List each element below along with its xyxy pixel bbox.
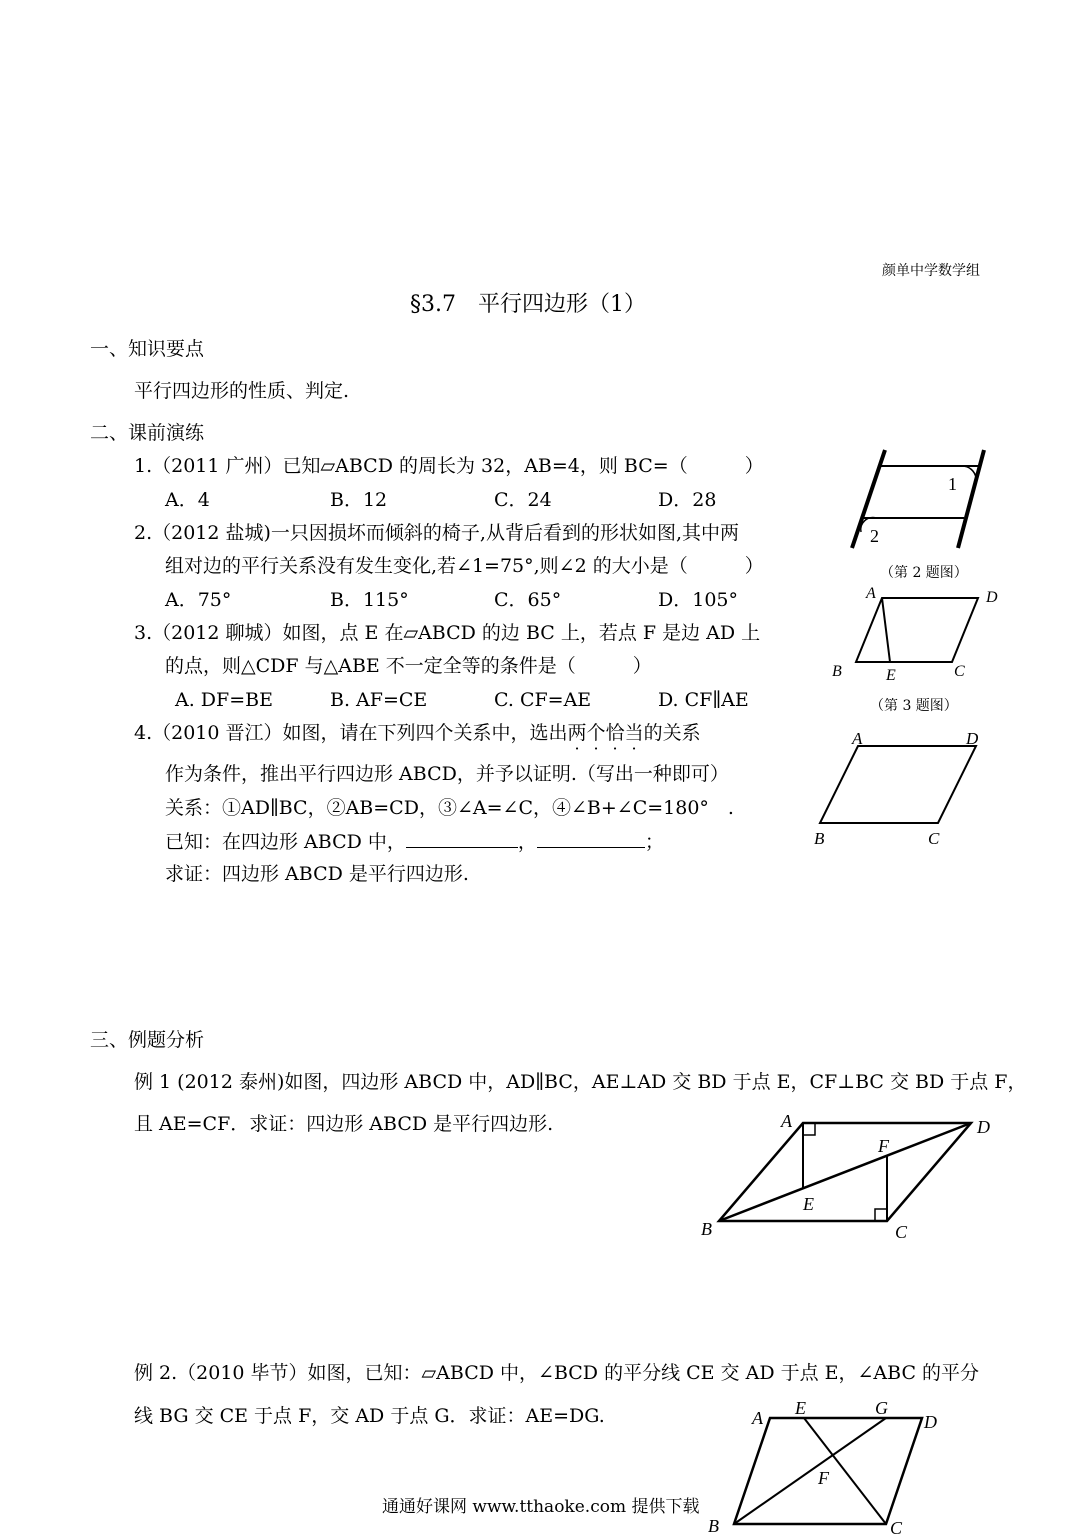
- label-d: D: [924, 1412, 937, 1432]
- q4-blank-1[interactable]: [406, 829, 518, 848]
- q2-option-a: A．75°: [165, 589, 232, 611]
- right-angle-c: [875, 1209, 887, 1221]
- q3-line2: 的点，则△CDF 与△ABE 不一定全等的条件是（ ）: [165, 655, 652, 677]
- q1-option-d: D．28: [658, 489, 717, 511]
- figure-ex1: [695, 1105, 1005, 1245]
- chair-right-leg: [958, 450, 984, 548]
- q3-option-a: A. DF=BE: [175, 689, 273, 711]
- ex2-line1: 例 2.（2010 毕节）如图，已知：▱ABCD 中，∠BCD 的平分线 CE 交 AD 于点 E，∠ABC 的平分: [134, 1362, 980, 1384]
- label-d: D: [977, 1117, 990, 1137]
- q4-line1-end: 的关系: [643, 722, 701, 744]
- section2-heading: 二、课前演练: [90, 422, 205, 444]
- figure-q4: [808, 726, 998, 848]
- ex1-line2: 且 AE=CF．求证：四边形 ABCD 是平行四边形.: [134, 1113, 554, 1135]
- label-c: C: [928, 829, 940, 848]
- segment-ce: [804, 1418, 886, 1524]
- label-d: D: [986, 589, 998, 606]
- q1-stem: 1.（2011 广州）已知▱ABCD 的周长为 32，AB=4，则 BC=（ ）: [134, 455, 764, 477]
- q4-line1-start: 4.（2010 晋江）如图，请在下列四个关系中，选出: [134, 722, 568, 744]
- q4-blank-2[interactable]: [537, 829, 645, 848]
- label-c: C: [954, 663, 965, 680]
- q1-option-b: B．12: [330, 489, 388, 511]
- label-d: D: [966, 729, 979, 748]
- q3-option-d: D. CF∥AE: [658, 689, 749, 711]
- q4-line3: 关系：①AD∥BC，②AB=CD，③∠A=∠C，④∠B+∠C=180° .: [165, 797, 734, 819]
- section1-content: 平行四边形的性质、判定.: [134, 380, 350, 402]
- label-b: B: [814, 829, 825, 848]
- page-title: §3.7 平行四边形（1）: [410, 292, 646, 317]
- label-f: F: [878, 1136, 889, 1156]
- q2-option-d: D．105°: [658, 589, 738, 611]
- figure-q3: [828, 580, 1008, 682]
- label-b: B: [832, 663, 842, 680]
- label-b: B: [708, 1516, 719, 1536]
- q4-line5: 求证：四边形 ABCD 是平行四边形.: [165, 863, 469, 885]
- q2-option-c: C．65°: [494, 589, 562, 611]
- fig2-caption: （第 2 题图）: [880, 565, 968, 581]
- label-c: C: [890, 1518, 903, 1536]
- angle-1-arc: [962, 466, 976, 478]
- parallelogram-abcd: [820, 746, 976, 823]
- label-a: A: [852, 729, 863, 748]
- q3-line1: 3.（2012 聊城）如图，点 E 在▱ABCD 的边 BC 上，若点 F 是边 AD 上: [134, 622, 761, 644]
- segment-ae: [882, 598, 890, 662]
- q4-line4-end: ；: [644, 831, 664, 853]
- q4-line2: 作为条件，推出平行四边形 ABCD，并予以证明.（写出一种即可）: [165, 763, 729, 785]
- q4-separator: ，: [517, 831, 537, 853]
- angle-2-label: 2: [870, 526, 879, 546]
- chair-left-leg: [852, 450, 885, 548]
- label-a: A: [866, 585, 876, 602]
- angle-1-label: 1: [948, 474, 957, 494]
- section1-heading: 一、知识要点: [90, 338, 205, 360]
- label-a: A: [781, 1111, 792, 1131]
- figure-q2: [840, 440, 1000, 560]
- q4-line4: [165, 829, 664, 855]
- diagonal-bd: [719, 1123, 971, 1221]
- q3-option-c: C. CF=AE: [494, 689, 592, 711]
- label-c: C: [895, 1222, 908, 1242]
- q2-line1: 2.（2012 盐城)一只因损坏而倾斜的椅子,从背后看到的形状如图,其中两: [134, 522, 740, 544]
- label-b: B: [701, 1219, 712, 1239]
- fig3-caption: （第 3 题图）: [870, 698, 958, 714]
- segment-bg: [734, 1418, 886, 1524]
- label-f: F: [818, 1468, 829, 1488]
- label-g: G: [875, 1398, 888, 1418]
- label-e: E: [886, 667, 896, 682]
- figure-ex2: [700, 1392, 960, 1536]
- ex2-line2: 线 BG 交 CE 于点 F，交 AD 于点 G．求证：AE=DG.: [134, 1405, 605, 1427]
- right-angle-a: [803, 1123, 815, 1135]
- q3-option-b: B. AF=CE: [330, 689, 428, 711]
- label-e: E: [803, 1194, 814, 1214]
- q1-option-c: C．24: [494, 489, 552, 511]
- parallelogram-abcd: [856, 598, 978, 662]
- ex1-line1: 例 1 (2012 泰州)如图，四边形 ABCD 中，AD∥BC，AE⊥AD 交 BD 于点 E，CF⊥BC 交 BD 于点 F，: [134, 1071, 1027, 1093]
- q4-emphasis: 两个恰当: [567, 722, 644, 744]
- label-a: A: [752, 1408, 763, 1428]
- footer-credit: 通通好课网 www.tthaoke.com 提供下载: [382, 1497, 700, 1517]
- q4-line1: [134, 720, 701, 746]
- school-label: 颜单中学数学组: [882, 263, 980, 279]
- q2-line2: 组对边的平行关系没有发生变化,若∠1=75°,则∠2 的大小是（ ）: [165, 555, 764, 577]
- q1-option-a: A．4: [165, 489, 210, 511]
- q2-option-b: B．115°: [330, 589, 409, 611]
- q4-given-label: 已知：在四边形 ABCD 中，: [165, 831, 406, 853]
- label-e: E: [795, 1398, 806, 1418]
- section3-heading: 三、例题分析: [90, 1029, 205, 1051]
